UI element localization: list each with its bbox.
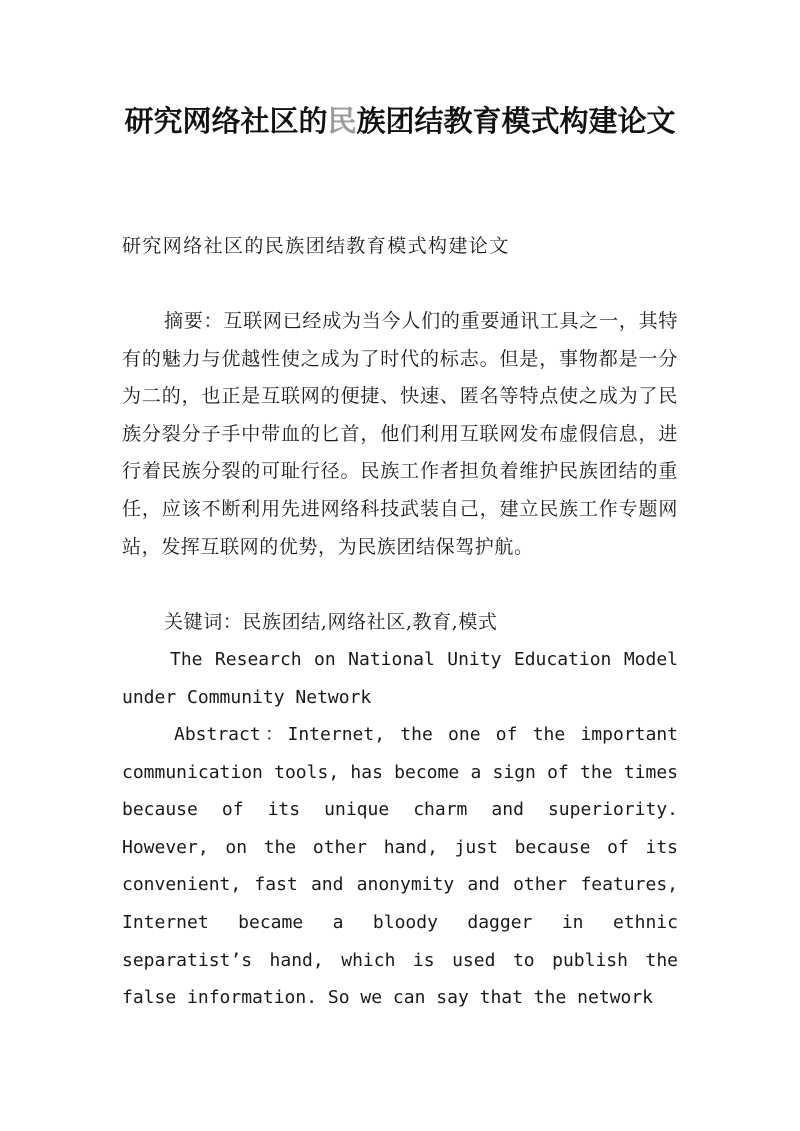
title-part-2: 族团结教育模式构建论文 [356, 104, 676, 138]
abstract-english: Abstract：Internet, the one of the important communication tools, has become a sign of the times because of its unique charm and superiority. However, on the other hand, just because of its convenient, fast and anonymity and other features, Internet became a bloody dagger in ethnic separatist’s hand, which is used to publish the false information. So we can say that the network [122, 724, 678, 1009]
title-part-1: 研究网络社区的 [124, 104, 328, 138]
document-subtitle: 研究网络社区的民族团结教育模式构建论文 [122, 235, 510, 257]
abstract-chinese: 摘要：互联网已经成为当今人们的重要通讯工具之一，其特有的魅力与优越性使之成为了时代的标志。但是，事物都是一分为二的，也正是互联网的便捷、快速、匿名等特点使之成为了民族分裂分子手中带血的匕首，他们利用互联网发布虚假信息，进行着民族分裂的可耻行径。民族工作者担负着维护民族团结的重任，应该不断利用先进网络科技武装自己，建立民族工作专题网站，发挥互联网的优势，为民族团结保驾护航。 [122, 310, 678, 558]
title-watermark-char: 民 [327, 104, 357, 138]
document-title [110, 96, 690, 146]
english-title: The Research on National Unity Education Model under Community Network [122, 649, 678, 708]
keywords-chinese: 关键词：民族团结,网络社区,教育,模式 [164, 611, 498, 633]
